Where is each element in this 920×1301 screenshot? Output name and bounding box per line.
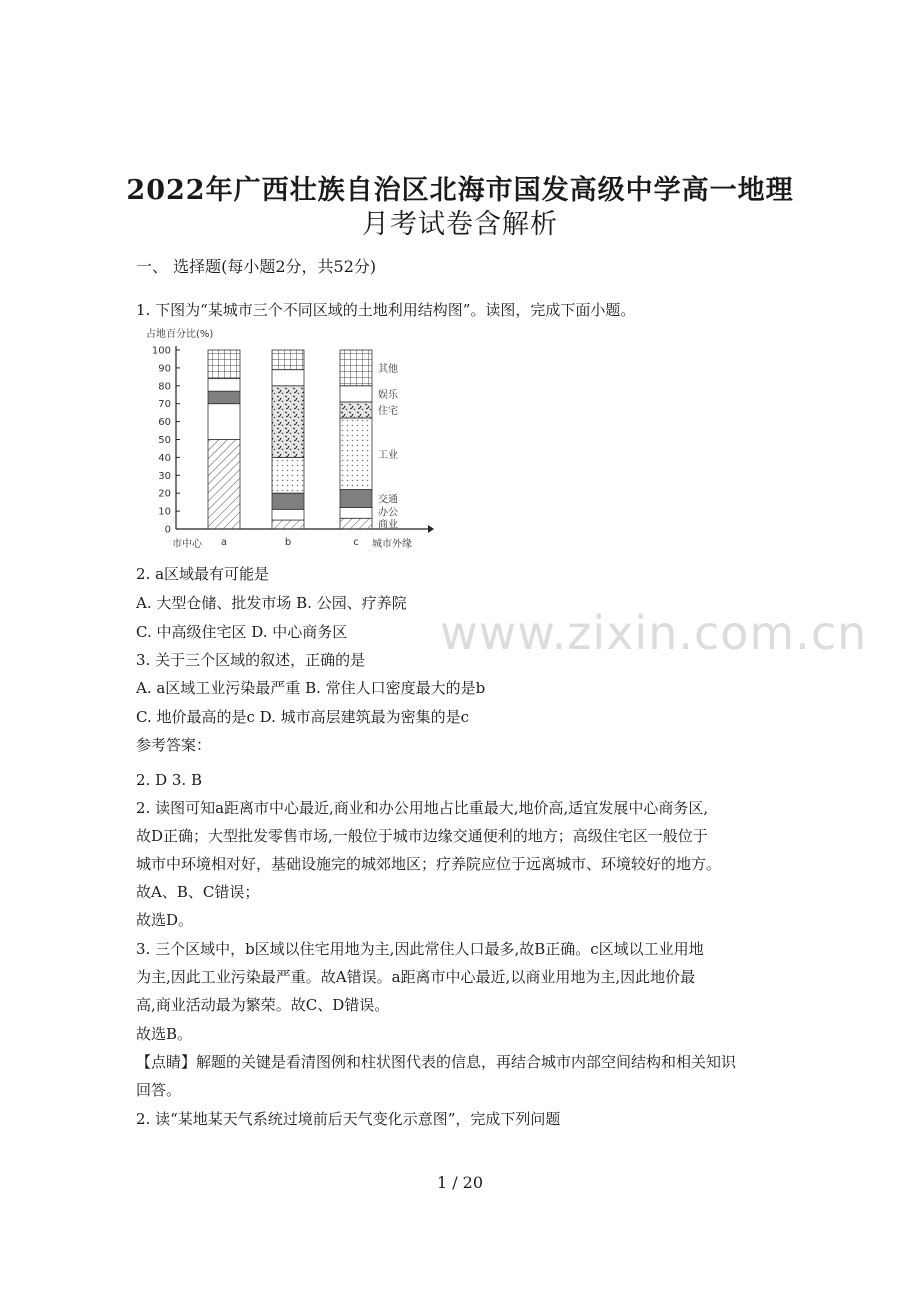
document-title-line1: 2022年广西壮族自治区北海市国发高级中学高一地理 [126,175,794,206]
chart-legend-label: 其他 [378,363,398,375]
text-line: 故选B。 [136,1025,193,1043]
chart-bar-segment [272,520,304,529]
watermark: www.zixin.com.cn [440,606,868,660]
chart-category-label: a [220,537,228,548]
chart-bar-segment [340,350,372,386]
chart-legend-label: 工业 [378,449,398,461]
chart-bar-segment [340,490,372,508]
chart-y-tick-label: 50 [158,435,171,446]
text-line: 2. a区域最有可能是 [136,565,270,583]
text-line: 2. D 3. B [136,771,202,789]
land-use-chart [140,323,440,555]
chart-x-axis-arrow [428,525,434,533]
chart-legend-label: 住宅 [378,405,398,417]
chart-legend-label: 办公 [378,507,398,519]
chart-category-label: c [353,537,359,548]
chart-bar-segment [208,350,240,379]
text-line: A. 大型仓储、批发市场 B. 公园、疗养院 [136,594,407,612]
chart-bar-segment [340,518,372,529]
chart-bar-segment [208,404,240,440]
text-line: 2. 读图可知a距离市中心最近,商业和办公用地占比重最大,地价高,适宜发展中心商务区, [136,799,709,817]
chart-ylabel: 占地百分比(%) [146,329,214,340]
chart-category-label: b [284,537,292,548]
chart-right-axis-label: 城市外缘 [372,539,412,550]
text-line: A. a区域工业污染最严重 B. 常住人口密度最大的是b [136,679,486,697]
page-number: 1 / 20 [436,1173,484,1192]
chart-bar-segment [340,418,372,490]
chart-bar-segment [208,440,240,530]
chart-y-tick-label: 90 [158,363,171,375]
text-line: 2. 读“某地某天气系统过境前后天气变化示意图”，完成下列问题 [136,1110,561,1128]
chart-bar-segment [272,509,304,520]
chart-bar-segment [272,350,304,370]
chart-bar-segment [208,391,240,404]
text-line: 高,商业活动最为繁荣。故C、D错误。 [136,996,390,1014]
chart-bar-segment [208,379,240,392]
text-line: 3. 三个区域中，b区域以住宅用地为主,因此常住人口最多,故B正确。c区域以工业用地 [136,940,704,958]
chart-legend-label: 交通 [378,494,398,506]
text-line: 参考答案： [136,736,212,754]
chart-bar-segment [272,457,304,493]
text-line: C. 地价最高的是c D. 城市高层建筑最为密集的是c [136,708,470,726]
chart-legend-label: 商业 [378,519,398,531]
text-line: 3. 关于三个区域的叙述，正确的是 [136,651,366,669]
chart-bar-segment [340,402,372,418]
chart-bar-segment [272,493,304,509]
text-line: 为主,因此工业污染最严重。故A错误。a距离市中心最近,以商业用地为主,因此地价最 [136,968,696,986]
question-1-intro: 1. 下图为“某城市三个不同区域的土地利用结构图”。读图，完成下面小题。 [136,301,636,319]
text-line: C. 中高级住宅区 D. 中心商务区 [136,623,348,641]
text-line: 【点睛】解题的关键是看清图例和柱状图代表的信息，再结合城市内部空间结构和相关知识 [136,1053,737,1071]
chart-y-tick-label: 10 [158,506,171,518]
text-line: 故A、B、C错误； [136,883,260,901]
chart-bar-segment [340,508,372,519]
document-title-line2: 月考试卷含解析 [362,209,558,240]
chart-y-tick-label: 80 [158,381,171,393]
chart-y-tick-label: 40 [158,452,171,464]
chart-y-tick-label: 20 [158,488,171,500]
chart-legend-label: 娱乐 [378,389,398,401]
chart-y-tick-label: 0 [164,524,171,536]
chart-y-tick-label: 70 [158,399,171,411]
text-line: 城市中环境相对好，基础设施完的城郊地区；疗养院应位于远离城市、环境较好的地方。 [136,855,722,873]
chart-bar-segment [272,386,304,458]
chart-y-tick-label: 30 [158,470,171,482]
text-line: 回答。 [136,1081,182,1099]
text-line: 故选D。 [136,911,194,929]
chart-bar-segment [340,386,372,402]
chart-bar-segment [272,370,304,386]
chart-left-axis-label: 市中心 [172,539,202,550]
chart-y-tick-label: 60 [158,417,171,429]
section-heading: 一、 选择题(每小题2分，共52分) [136,257,377,276]
text-line: 故D正确；大型批发零售市场,一般位于城市边缘交通便利的地方；高级住宅区一般位于 [136,827,708,845]
chart-y-tick-label: 100 [151,345,171,357]
